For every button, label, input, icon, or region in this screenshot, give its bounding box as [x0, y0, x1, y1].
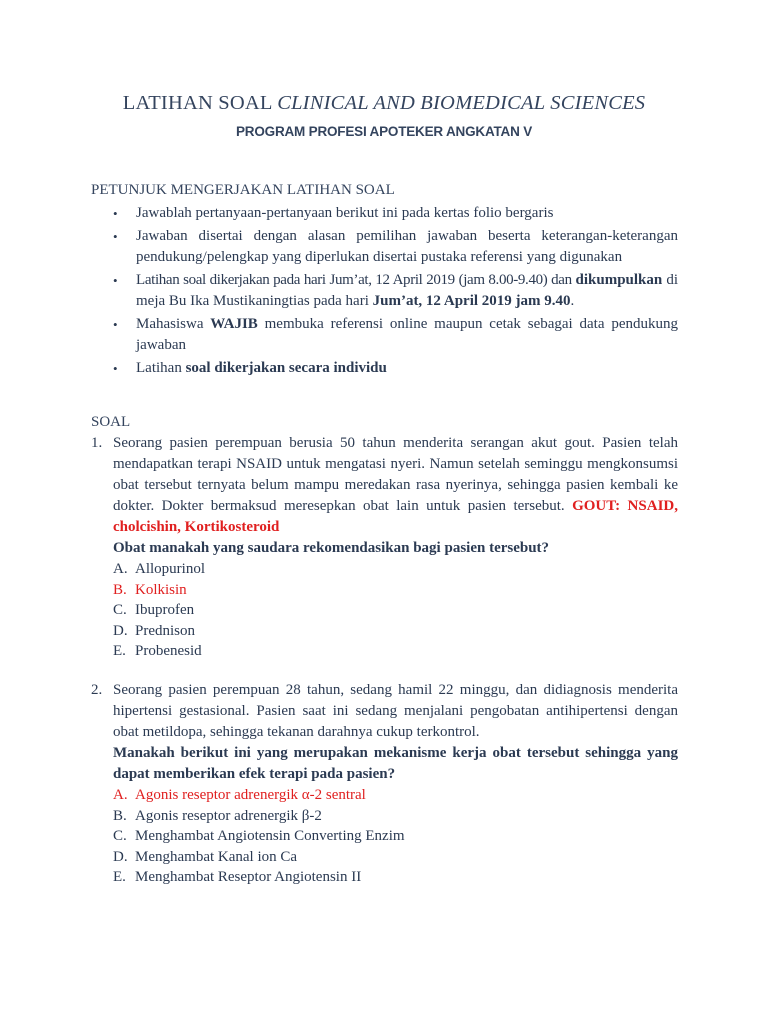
option-d — [113, 621, 678, 642]
bullet-icon: • — [113, 229, 118, 244]
option-text: Menghambat Kanal ion Ca — [135, 848, 298, 865]
bullet-icon: • — [113, 361, 118, 376]
instruction-text: Latihan — [136, 360, 186, 376]
answer-note: GOUT: NSAID, cholcishin, Kortikosteroid — [113, 498, 678, 535]
bullet-icon: • — [113, 273, 118, 288]
option-letter: B. — [113, 807, 127, 824]
option-text: Prednison — [135, 622, 195, 639]
instruction-text: Latihan soal dikerjakan pada hari Jum’at, 12 April 2019 (jam 8.00-9.40) dan — [136, 272, 576, 288]
question-number: 2. — [91, 682, 103, 698]
option-letter: E. — [113, 869, 126, 885]
option-text: Allopurinol — [135, 561, 205, 577]
option-a — [113, 559, 678, 580]
option-text: Ibuprofen — [135, 602, 195, 618]
instruction-text: Mahasiswa — [136, 316, 211, 332]
instruction-item — [91, 226, 678, 268]
title-italic: CLINICAL AND BIOMEDICAL SCIENCES — [277, 92, 646, 114]
question-prompt: Manakah berikut ini yang merupakan mekanisme kerja obat tersebut sehingga yang dapat memberikan efek terapi pada pasien? — [113, 745, 678, 782]
option-letter: A. — [113, 787, 128, 803]
options-list — [113, 559, 678, 662]
instruction-bold: dikumpulkan — [575, 272, 663, 288]
option-text: Kolkisin — [135, 581, 187, 598]
instruction-text: . — [570, 293, 575, 309]
instruction-bold: WAJIB — [210, 316, 258, 332]
instruction-bold: soal dikerjakan secara individu — [185, 360, 387, 376]
option-letter: A. — [113, 561, 128, 577]
option-text: Menghambat Reseptor Angiotensin II — [135, 869, 362, 885]
option-e — [113, 867, 678, 888]
instruction-text: Jawaban disertai dengan alasan pemilihan jawaban beserta keterangan-keterangan pendukung/pelengkap yang diperlukan disertai pustaka referensi yang digunakan — [136, 228, 678, 265]
instructions-list — [91, 203, 678, 381]
question-1 — [91, 433, 678, 662]
option-text: Menghambat Angiotensin Converting Enzim — [135, 828, 405, 844]
question-stem: Seorang pasien perempuan berusia 50 tahun menderita serangan akut gout. Pasien telah mendapatkan terapi NSAID untuk mengatasi nyeri. Namun setelah seminggu mengkonsumsi obat tersebut ternyata belum mampu meredakan rasa nyerinya, sehingga pasien kembali ke dokter. Dokter bermaksud meresepkan obat lain untuk pasien tersebut. — [113, 435, 678, 514]
option-letter: B. — [113, 581, 127, 598]
option-letter: C. — [113, 602, 127, 618]
option-a-selected — [113, 785, 678, 806]
page-title — [0, 92, 768, 115]
instruction-item — [91, 314, 678, 356]
option-b-selected — [113, 580, 678, 601]
bullet-icon: • — [113, 206, 118, 221]
instruction-text: di meja Bu Ika Mustikaningtias pada hari — [136, 272, 678, 309]
question-2 — [91, 680, 678, 888]
instruction-text: Jawablah pertanyaan-pertanyaan berikut ini pada kertas folio bergaris — [136, 205, 554, 221]
option-text: Agonis reseptor adrenergik α-2 sentral — [135, 787, 366, 803]
instruction-item — [91, 270, 678, 312]
instruction-item — [91, 203, 678, 224]
question-text: Seorang pasien perempuan 28 tahun, sedang hamil 22 minggu, dan didiagnosis menderita hipertensi gestasional. Pasien saat ini sedang menjalani pengobatan antihipertensi dengan obat metildopa, sehingga tekanan darahnya cukup terkontrol. — [113, 682, 678, 740]
option-letter: D. — [113, 622, 128, 639]
deadline-text: Jum’at, 12 April 2019 jam 9.40 — [372, 293, 571, 309]
bullet-icon: • — [113, 317, 118, 332]
instructions-heading: PETUNJUK MENGERJAKAN LATIHAN SOAL — [91, 182, 395, 198]
option-text: Agonis reseptor adrenergik β-2 — [135, 807, 322, 824]
question-text — [113, 433, 678, 538]
option-text: Probenesid — [135, 643, 202, 659]
option-e — [113, 641, 678, 662]
question-number: 1. — [91, 435, 103, 451]
option-c — [113, 826, 678, 847]
instruction-item — [91, 358, 678, 379]
instruction-text: membuka referensi online maupun cetak sebagai data pendukung jawaban — [136, 316, 678, 353]
title-plain: LATIHAN SOAL — [122, 92, 278, 114]
options-list — [113, 785, 678, 888]
option-letter: D. — [113, 848, 128, 865]
page-subtitle: PROGRAM PROFESI APOTEKER ANGKATAN V — [235, 124, 532, 139]
option-letter: C. — [113, 828, 127, 844]
question-prompt: Obat manakah yang saudara rekomendasikan bagi pasien tersebut? — [113, 540, 550, 556]
soal-heading: SOAL — [91, 414, 131, 430]
option-b — [113, 806, 678, 827]
option-d — [113, 847, 678, 868]
option-c — [113, 600, 678, 621]
option-letter: E. — [113, 643, 126, 659]
